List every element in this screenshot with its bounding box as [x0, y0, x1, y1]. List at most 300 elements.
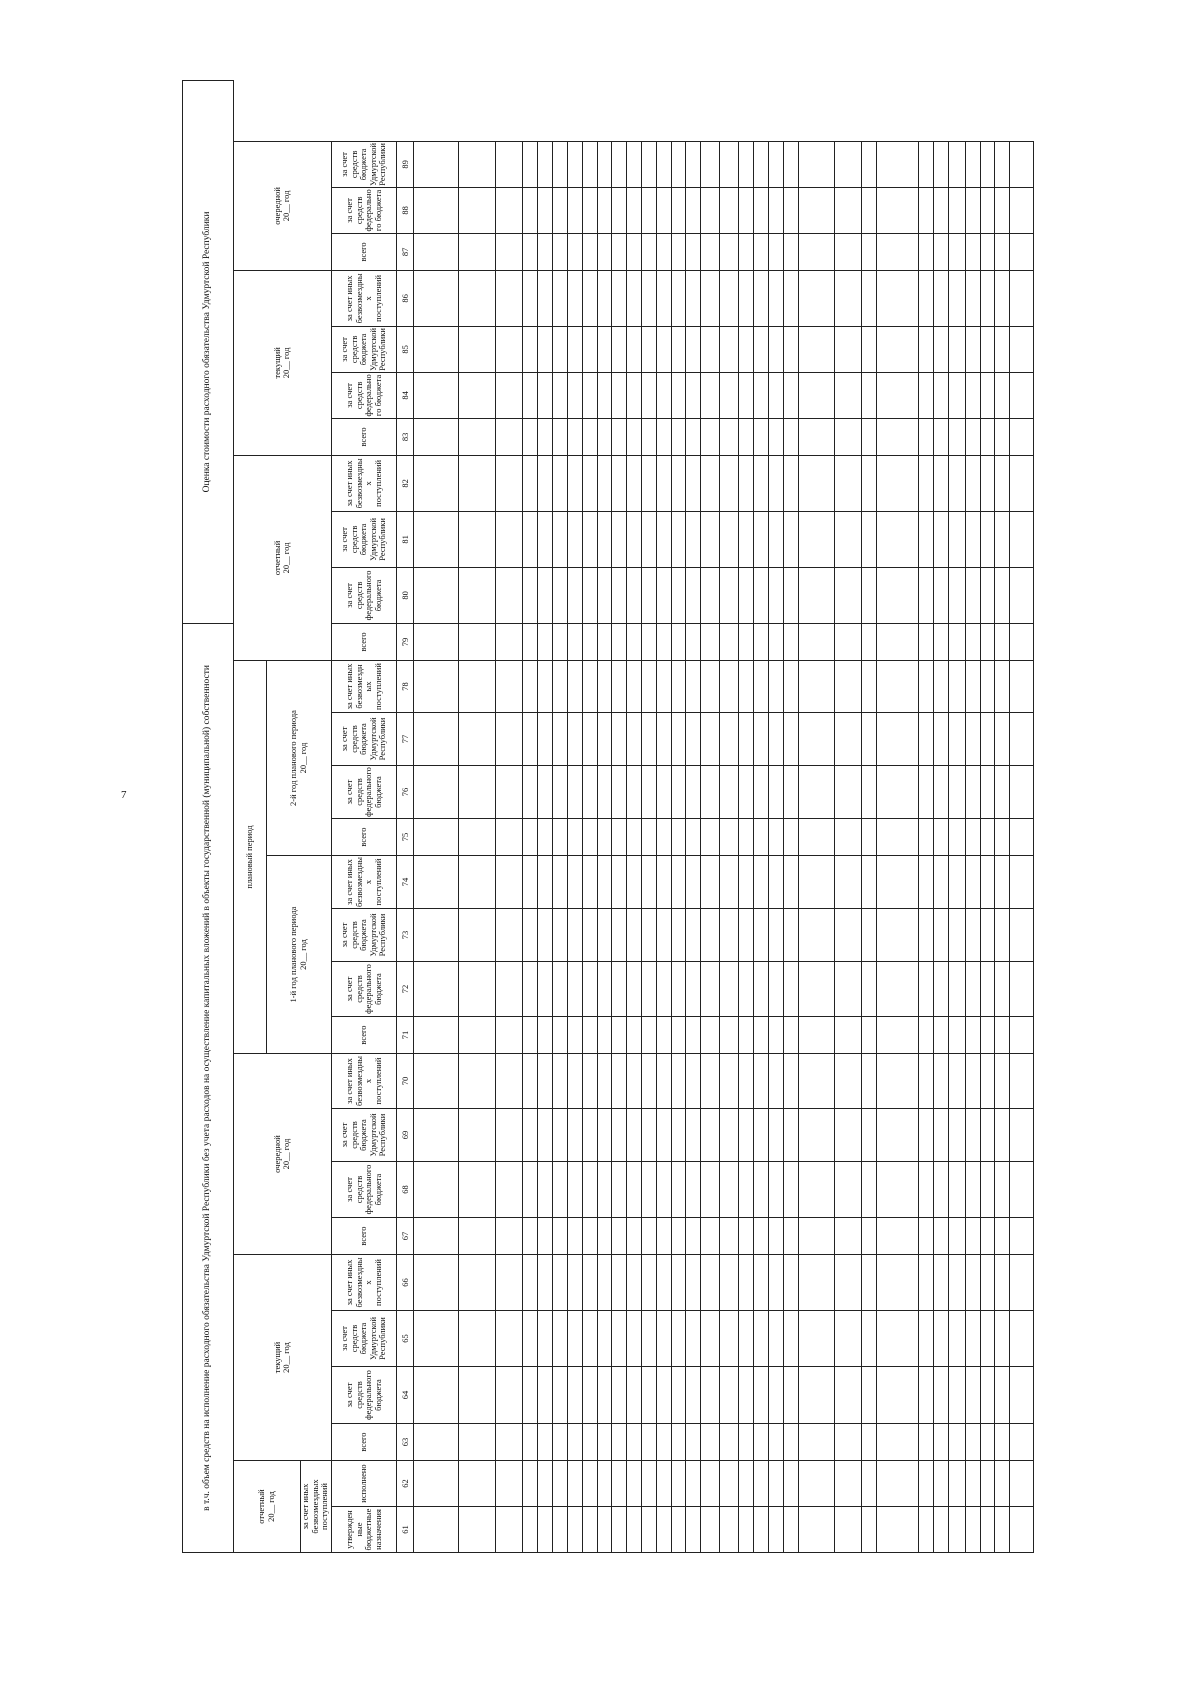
table-cell[interactable] — [414, 270, 458, 326]
table-cell[interactable] — [612, 567, 627, 623]
table-cell[interactable] — [919, 270, 934, 326]
table-cell[interactable] — [1010, 372, 1034, 418]
table-cell[interactable] — [754, 819, 769, 856]
table-cell[interactable] — [641, 1311, 656, 1367]
table-cell[interactable] — [1010, 418, 1034, 455]
table-cell[interactable] — [597, 567, 612, 623]
table-cell[interactable] — [948, 909, 965, 962]
table-cell[interactable] — [948, 1461, 965, 1507]
table-cell[interactable] — [627, 141, 642, 187]
table-cell[interactable] — [553, 270, 568, 326]
table-cell[interactable] — [458, 418, 495, 455]
table-cell[interactable] — [627, 766, 642, 819]
table-cell[interactable] — [768, 819, 783, 856]
table-cell[interactable] — [686, 1109, 701, 1162]
table-cell[interactable] — [980, 1109, 995, 1162]
table-cell[interactable] — [567, 909, 582, 962]
table-cell[interactable] — [876, 623, 918, 660]
table-cell[interactable] — [876, 270, 918, 326]
table-cell[interactable] — [538, 1255, 553, 1311]
table-cell[interactable] — [414, 962, 458, 1017]
table-cell[interactable] — [834, 233, 862, 270]
table-cell[interactable] — [934, 1255, 949, 1311]
table-cell[interactable] — [656, 511, 671, 567]
table-cell[interactable] — [783, 661, 798, 713]
table-cell[interactable] — [798, 418, 834, 455]
table-cell[interactable] — [862, 962, 877, 1017]
table-cell[interactable] — [995, 1109, 1010, 1162]
table-cell[interactable] — [965, 1162, 980, 1218]
table-cell[interactable] — [686, 661, 701, 713]
table-cell[interactable] — [458, 909, 495, 962]
table-cell[interactable] — [627, 1461, 642, 1507]
table-cell[interactable] — [627, 567, 642, 623]
table-cell[interactable] — [876, 962, 918, 1017]
table-cell[interactable] — [701, 372, 720, 418]
table-cell[interactable] — [876, 141, 918, 187]
table-cell[interactable] — [995, 372, 1010, 418]
table-cell[interactable] — [768, 567, 783, 623]
table-cell[interactable] — [523, 1109, 538, 1162]
table-cell[interactable] — [656, 819, 671, 856]
table-cell[interactable] — [768, 766, 783, 819]
table-cell[interactable] — [701, 819, 720, 856]
table-cell[interactable] — [582, 1255, 597, 1311]
table-cell[interactable] — [919, 1054, 934, 1109]
table-cell[interactable] — [739, 1218, 754, 1255]
table-cell[interactable] — [582, 326, 597, 372]
table-cell[interactable] — [553, 455, 568, 511]
table-cell[interactable] — [523, 1424, 538, 1461]
table-cell[interactable] — [495, 1507, 523, 1553]
table-cell[interactable] — [739, 1109, 754, 1162]
table-cell[interactable] — [995, 962, 1010, 1017]
table-cell[interactable] — [798, 1507, 834, 1553]
table-cell[interactable] — [671, 455, 686, 511]
table-cell[interactable] — [612, 141, 627, 187]
table-cell[interactable] — [834, 1424, 862, 1461]
table-cell[interactable] — [627, 1162, 642, 1218]
table-cell[interactable] — [656, 1255, 671, 1311]
table-cell[interactable] — [612, 1054, 627, 1109]
table-cell[interactable] — [495, 1017, 523, 1054]
table-cell[interactable] — [834, 819, 862, 856]
table-cell[interactable] — [980, 326, 995, 372]
table-cell[interactable] — [597, 1255, 612, 1311]
table-cell[interactable] — [919, 661, 934, 713]
table-cell[interactable] — [701, 1017, 720, 1054]
table-cell[interactable] — [934, 187, 949, 233]
table-cell[interactable] — [495, 326, 523, 372]
table-cell[interactable] — [768, 270, 783, 326]
table-cell[interactable] — [553, 187, 568, 233]
table-cell[interactable] — [1010, 511, 1034, 567]
table-cell[interactable] — [783, 1109, 798, 1162]
table-cell[interactable] — [458, 326, 495, 372]
table-cell[interactable] — [948, 713, 965, 766]
table-cell[interactable] — [862, 141, 877, 187]
table-cell[interactable] — [798, 1311, 834, 1367]
table-cell[interactable] — [701, 326, 720, 372]
table-cell[interactable] — [495, 1255, 523, 1311]
table-cell[interactable] — [458, 856, 495, 909]
table-cell[interactable] — [567, 270, 582, 326]
table-cell[interactable] — [876, 819, 918, 856]
table-cell[interactable] — [612, 623, 627, 660]
table-cell[interactable] — [739, 661, 754, 713]
table-cell[interactable] — [582, 372, 597, 418]
table-cell[interactable] — [862, 661, 877, 713]
table-cell[interactable] — [538, 713, 553, 766]
table-cell[interactable] — [656, 418, 671, 455]
table-cell[interactable] — [538, 766, 553, 819]
table-cell[interactable] — [934, 962, 949, 1017]
table-cell[interactable] — [686, 856, 701, 909]
table-cell[interactable] — [627, 418, 642, 455]
table-cell[interactable] — [768, 1367, 783, 1424]
table-cell[interactable] — [612, 962, 627, 1017]
table-cell[interactable] — [934, 511, 949, 567]
table-cell[interactable] — [768, 455, 783, 511]
table-cell[interactable] — [523, 713, 538, 766]
table-cell[interactable] — [523, 418, 538, 455]
table-cell[interactable] — [538, 270, 553, 326]
table-cell[interactable] — [965, 623, 980, 660]
table-cell[interactable] — [754, 661, 769, 713]
table-cell[interactable] — [980, 1424, 995, 1461]
table-cell[interactable] — [876, 1017, 918, 1054]
table-cell[interactable] — [656, 326, 671, 372]
table-cell[interactable] — [458, 1507, 495, 1553]
table-cell[interactable] — [523, 766, 538, 819]
table-cell[interactable] — [995, 1367, 1010, 1424]
table-cell[interactable] — [414, 455, 458, 511]
table-cell[interactable] — [720, 819, 739, 856]
table-cell[interactable] — [754, 1255, 769, 1311]
table-cell[interactable] — [965, 418, 980, 455]
table-cell[interactable] — [641, 511, 656, 567]
table-cell[interactable] — [798, 141, 834, 187]
table-cell[interactable] — [1010, 187, 1034, 233]
table-cell[interactable] — [538, 1218, 553, 1255]
table-cell[interactable] — [553, 567, 568, 623]
table-cell[interactable] — [641, 623, 656, 660]
table-cell[interactable] — [495, 1218, 523, 1255]
table-cell[interactable] — [656, 1054, 671, 1109]
table-cell[interactable] — [783, 1311, 798, 1367]
table-cell[interactable] — [739, 326, 754, 372]
table-cell[interactable] — [701, 1367, 720, 1424]
table-cell[interactable] — [934, 1109, 949, 1162]
table-cell[interactable] — [656, 567, 671, 623]
table-cell[interactable] — [754, 766, 769, 819]
table-cell[interactable] — [783, 187, 798, 233]
table-cell[interactable] — [567, 567, 582, 623]
table-cell[interactable] — [686, 1017, 701, 1054]
table-cell[interactable] — [458, 623, 495, 660]
table-cell[interactable] — [834, 909, 862, 962]
table-cell[interactable] — [523, 909, 538, 962]
table-cell[interactable] — [553, 856, 568, 909]
table-cell[interactable] — [612, 1162, 627, 1218]
table-cell[interactable] — [934, 455, 949, 511]
table-cell[interactable] — [798, 1255, 834, 1311]
table-cell[interactable] — [754, 1109, 769, 1162]
table-cell[interactable] — [523, 819, 538, 856]
table-cell[interactable] — [934, 1311, 949, 1367]
table-cell[interactable] — [965, 455, 980, 511]
table-cell[interactable] — [567, 1109, 582, 1162]
table-cell[interactable] — [965, 819, 980, 856]
table-cell[interactable] — [995, 856, 1010, 909]
table-cell[interactable] — [567, 1367, 582, 1424]
table-cell[interactable] — [656, 909, 671, 962]
table-cell[interactable] — [523, 455, 538, 511]
table-cell[interactable] — [720, 455, 739, 511]
table-cell[interactable] — [458, 1054, 495, 1109]
table-cell[interactable] — [980, 1255, 995, 1311]
table-cell[interactable] — [948, 1367, 965, 1424]
table-cell[interactable] — [597, 326, 612, 372]
table-cell[interactable] — [701, 1507, 720, 1553]
table-cell[interactable] — [980, 141, 995, 187]
table-cell[interactable] — [965, 372, 980, 418]
table-cell[interactable] — [768, 233, 783, 270]
table-cell[interactable] — [458, 1461, 495, 1507]
table-cell[interactable] — [567, 1311, 582, 1367]
table-cell[interactable] — [686, 962, 701, 1017]
table-cell[interactable] — [582, 623, 597, 660]
table-cell[interactable] — [739, 455, 754, 511]
table-cell[interactable] — [965, 1507, 980, 1553]
table-cell[interactable] — [876, 567, 918, 623]
table-cell[interactable] — [701, 455, 720, 511]
table-cell[interactable] — [754, 1218, 769, 1255]
table-cell[interactable] — [701, 1054, 720, 1109]
table-cell[interactable] — [414, 1218, 458, 1255]
table-cell[interactable] — [627, 1017, 642, 1054]
table-cell[interactable] — [768, 326, 783, 372]
table-cell[interactable] — [701, 623, 720, 660]
table-cell[interactable] — [798, 1424, 834, 1461]
table-cell[interactable] — [656, 1218, 671, 1255]
table-cell[interactable] — [612, 511, 627, 567]
table-cell[interactable] — [768, 661, 783, 713]
table-cell[interactable] — [783, 511, 798, 567]
table-cell[interactable] — [720, 187, 739, 233]
table-cell[interactable] — [862, 326, 877, 372]
table-cell[interactable] — [641, 187, 656, 233]
table-cell[interactable] — [948, 1218, 965, 1255]
table-cell[interactable] — [612, 455, 627, 511]
table-cell[interactable] — [538, 1367, 553, 1424]
table-cell[interactable] — [876, 455, 918, 511]
table-cell[interactable] — [948, 1109, 965, 1162]
table-cell[interactable] — [701, 187, 720, 233]
table-cell[interactable] — [495, 418, 523, 455]
table-cell[interactable] — [965, 1054, 980, 1109]
table-cell[interactable] — [582, 1109, 597, 1162]
table-cell[interactable] — [965, 1311, 980, 1367]
table-cell[interactable] — [798, 766, 834, 819]
table-cell[interactable] — [934, 856, 949, 909]
table-cell[interactable] — [414, 567, 458, 623]
table-cell[interactable] — [739, 623, 754, 660]
table-cell[interactable] — [612, 270, 627, 326]
table-cell[interactable] — [995, 1054, 1010, 1109]
table-cell[interactable] — [567, 1507, 582, 1553]
table-cell[interactable] — [965, 856, 980, 909]
table-cell[interactable] — [754, 511, 769, 567]
table-cell[interactable] — [834, 1017, 862, 1054]
table-cell[interactable] — [523, 962, 538, 1017]
table-cell[interactable] — [876, 661, 918, 713]
table-cell[interactable] — [458, 233, 495, 270]
table-cell[interactable] — [458, 270, 495, 326]
table-cell[interactable] — [538, 372, 553, 418]
table-cell[interactable] — [495, 856, 523, 909]
table-cell[interactable] — [641, 1461, 656, 1507]
table-cell[interactable] — [948, 418, 965, 455]
table-cell[interactable] — [948, 962, 965, 1017]
table-cell[interactable] — [995, 713, 1010, 766]
table-cell[interactable] — [641, 233, 656, 270]
table-cell[interactable] — [1010, 233, 1034, 270]
table-cell[interactable] — [641, 1424, 656, 1461]
table-cell[interactable] — [553, 1367, 568, 1424]
table-cell[interactable] — [656, 1017, 671, 1054]
table-cell[interactable] — [495, 766, 523, 819]
table-cell[interactable] — [834, 1461, 862, 1507]
table-cell[interactable] — [980, 1461, 995, 1507]
table-cell[interactable] — [948, 141, 965, 187]
table-cell[interactable] — [720, 713, 739, 766]
table-cell[interactable] — [995, 326, 1010, 372]
table-cell[interactable] — [701, 1424, 720, 1461]
table-cell[interactable] — [720, 1054, 739, 1109]
table-cell[interactable] — [965, 1218, 980, 1255]
table-cell[interactable] — [798, 1109, 834, 1162]
table-cell[interactable] — [876, 372, 918, 418]
table-cell[interactable] — [980, 187, 995, 233]
table-cell[interactable] — [414, 1461, 458, 1507]
table-cell[interactable] — [739, 1367, 754, 1424]
table-cell[interactable] — [948, 623, 965, 660]
table-cell[interactable] — [862, 1311, 877, 1367]
table-cell[interactable] — [495, 1367, 523, 1424]
table-cell[interactable] — [798, 187, 834, 233]
table-cell[interactable] — [720, 661, 739, 713]
table-cell[interactable] — [768, 1162, 783, 1218]
table-cell[interactable] — [768, 141, 783, 187]
table-cell[interactable] — [980, 766, 995, 819]
table-cell[interactable] — [641, 270, 656, 326]
table-cell[interactable] — [641, 1054, 656, 1109]
table-cell[interactable] — [862, 1507, 877, 1553]
table-cell[interactable] — [768, 1424, 783, 1461]
table-cell[interactable] — [656, 766, 671, 819]
table-cell[interactable] — [934, 1017, 949, 1054]
table-cell[interactable] — [553, 1054, 568, 1109]
table-cell[interactable] — [567, 1162, 582, 1218]
table-cell[interactable] — [934, 713, 949, 766]
table-cell[interactable] — [798, 270, 834, 326]
table-cell[interactable] — [720, 1162, 739, 1218]
table-cell[interactable] — [720, 1424, 739, 1461]
table-cell[interactable] — [701, 418, 720, 455]
table-cell[interactable] — [686, 567, 701, 623]
table-cell[interactable] — [458, 141, 495, 187]
table-cell[interactable] — [612, 1507, 627, 1553]
table-cell[interactable] — [980, 1218, 995, 1255]
table-cell[interactable] — [783, 713, 798, 766]
table-cell[interactable] — [783, 1017, 798, 1054]
table-cell[interactable] — [567, 511, 582, 567]
table-cell[interactable] — [597, 455, 612, 511]
table-cell[interactable] — [965, 326, 980, 372]
table-cell[interactable] — [768, 1255, 783, 1311]
table-cell[interactable] — [458, 187, 495, 233]
table-cell[interactable] — [948, 819, 965, 856]
table-cell[interactable] — [934, 909, 949, 962]
table-cell[interactable] — [919, 1017, 934, 1054]
table-cell[interactable] — [671, 766, 686, 819]
table-cell[interactable] — [686, 819, 701, 856]
table-cell[interactable] — [783, 623, 798, 660]
table-cell[interactable] — [948, 455, 965, 511]
table-cell[interactable] — [980, 1054, 995, 1109]
table-cell[interactable] — [783, 326, 798, 372]
table-cell[interactable] — [1010, 819, 1034, 856]
table-cell[interactable] — [739, 1017, 754, 1054]
table-cell[interactable] — [720, 1367, 739, 1424]
table-cell[interactable] — [783, 962, 798, 1017]
table-cell[interactable] — [720, 1017, 739, 1054]
table-cell[interactable] — [768, 372, 783, 418]
table-cell[interactable] — [538, 1054, 553, 1109]
table-cell[interactable] — [720, 141, 739, 187]
table-cell[interactable] — [701, 1218, 720, 1255]
table-cell[interactable] — [862, 187, 877, 233]
table-cell[interactable] — [876, 1311, 918, 1367]
table-cell[interactable] — [720, 1311, 739, 1367]
table-cell[interactable] — [671, 567, 686, 623]
table-cell[interactable] — [739, 567, 754, 623]
table-cell[interactable] — [948, 1255, 965, 1311]
table-cell[interactable] — [783, 455, 798, 511]
table-cell[interactable] — [798, 1162, 834, 1218]
table-cell[interactable] — [523, 1054, 538, 1109]
table-cell[interactable] — [582, 233, 597, 270]
table-cell[interactable] — [798, 326, 834, 372]
table-cell[interactable] — [862, 909, 877, 962]
table-cell[interactable] — [783, 418, 798, 455]
table-cell[interactable] — [739, 511, 754, 567]
table-cell[interactable] — [567, 1017, 582, 1054]
table-cell[interactable] — [414, 1424, 458, 1461]
table-cell[interactable] — [965, 962, 980, 1017]
table-cell[interactable] — [1010, 856, 1034, 909]
table-cell[interactable] — [641, 713, 656, 766]
table-cell[interactable] — [876, 233, 918, 270]
table-cell[interactable] — [720, 511, 739, 567]
table-cell[interactable] — [567, 141, 582, 187]
table-cell[interactable] — [701, 1311, 720, 1367]
table-cell[interactable] — [948, 187, 965, 233]
table-cell[interactable] — [834, 511, 862, 567]
table-cell[interactable] — [553, 909, 568, 962]
table-cell[interactable] — [612, 372, 627, 418]
